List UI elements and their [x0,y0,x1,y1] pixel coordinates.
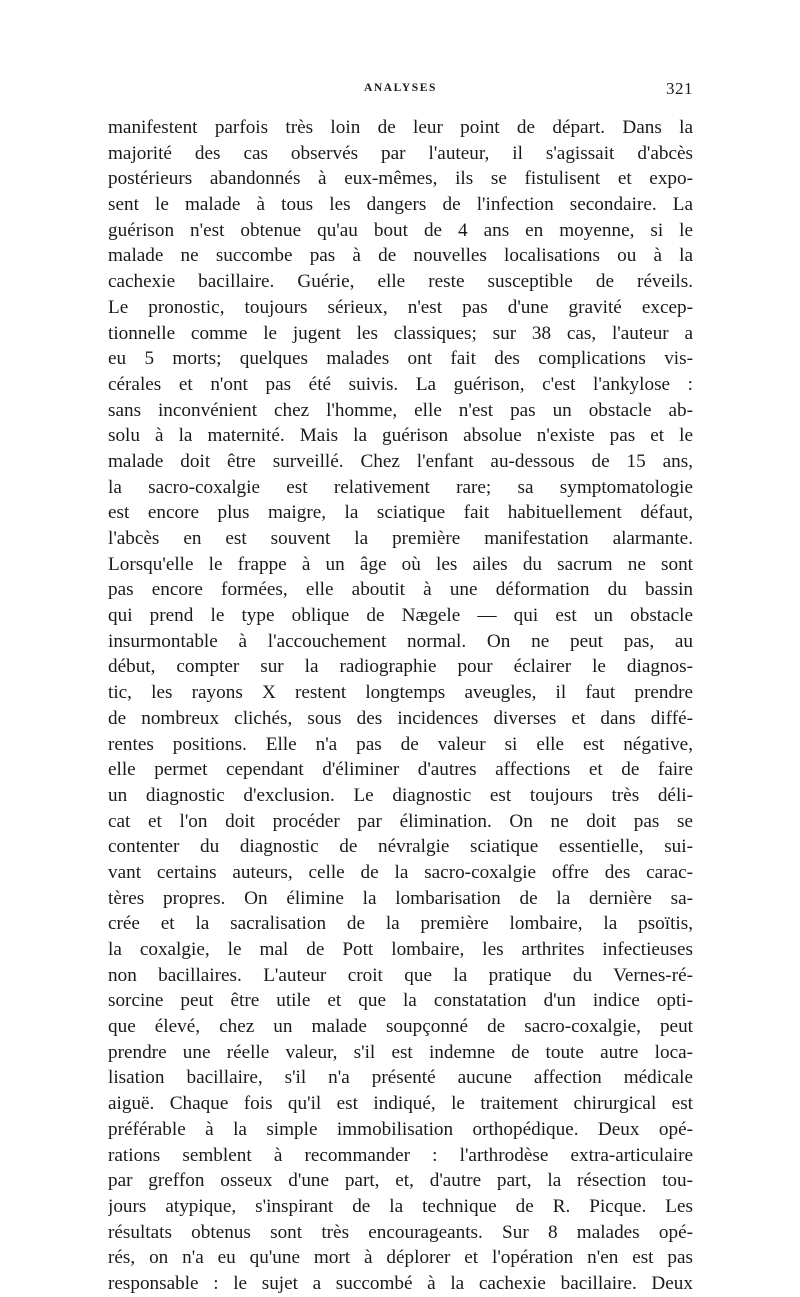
text-line: contenter du diagnostic de névralgie sciatique essentielle, sui- [108,836,693,858]
text-line: malade doit être surveillé. Chez l'enfant au-dessous de 15 ans, [108,450,693,472]
text-line: par greffon osseux d'une part, et, d'autre part, la résection tou- [108,1170,693,1192]
text-line: préférable à la simple immobilisation orthopédique. Deux opé- [108,1118,693,1140]
text-line: cachexie bacillaire. Guérie, elle reste susceptible de réveils. [108,271,693,293]
text-line: la coxalgie, le mal de Pott lombaire, les arthrites infectieuses [108,939,693,960]
text-line: l'abcès en est souvent la première manifestation alarmante. [108,528,693,549]
text-line: qui prend le type oblique de Nægele — qui est un obstacle [108,605,693,627]
text-line: prendre une réelle valeur, s'il est indemne de toute autre loca- [108,1041,693,1063]
text-line: responsable : le sujet a succombé à la cachexie bacillaire. Deux [108,1272,693,1294]
text-line: rations semblent à recommander : l'arthrodèse extra-articulaire [108,1144,693,1166]
text-line: cérales et n'ont pas été suivis. La guérison, c'est l'ankylose : [108,373,693,395]
body-text [108,115,693,1297]
text-line: sans inconvénient chez l'homme, elle n'est pas un obstacle ab- [108,399,693,421]
text-line: un diagnostic d'exclusion. Le diagnostic est toujours très déli- [108,784,693,806]
text-line: jours atypique, s'inspirant de la technique de R. Picque. Les [108,1195,693,1217]
text-line: tic, les rayons X restent longtemps aveugles, il faut prendre [108,682,693,704]
running-head [108,79,693,99]
text-line: rentes positions. Elle n'a pas de valeur si elle est négative, [108,733,693,755]
text-line: est encore plus maigre, la sciatique fait habituellement défaut, [108,502,693,524]
text-line: cat et l'on doit procéder par élimination. On ne doit pas se [108,810,693,832]
text-line: non bacillaires. L'auteur croit que la pratique du Vernes-ré- [108,964,693,986]
text-line: sent le malade à tous les dangers de l'infection secondaire. La [108,194,693,216]
text-line: elle permet cependant d'éliminer d'autres affections et de faire [108,759,693,781]
text-line: tères propres. On élimine la lombarisation de la dernière sa- [108,887,693,909]
text-line: majorité des cas observés par l'auteur, il s'agissait d'abcès [108,142,693,164]
text-line: manifestent parfois très loin de leur point de départ. Dans la [108,117,693,138]
text-line: vant certains auteurs, celle de la sacro-coxalgie offre des carac- [108,861,693,883]
running-title: ANALYSES [363,82,438,94]
text-line: pas encore formées, elle aboutit à une déformation du bassin [108,579,693,601]
text-line: crée et la sacralisation de la première lombaire, la psoïtis, [108,913,693,935]
text-line: guérison n'est obtenue qu'au bout de 4 ans en moyenne, si le [108,219,693,241]
text-line: malade ne succombe pas à de nouvelles localisations ou à la [108,245,693,267]
text-line: Lorsqu'elle le frappe à un âge où les ailes du sacrum ne sont [108,553,693,575]
text-line: résultats obtenus sont très encourageants. Sur 8 malades opé- [108,1221,693,1243]
text-line: que élevé, chez un malade soupçonné de sacro-coxalgie, peut [108,1016,693,1038]
text-line: de nombreux clichés, sous des incidences diverses et dans diffé- [108,707,693,729]
text-line: aiguë. Chaque fois qu'il est indiqué, le traitement chirurgical est [108,1093,693,1115]
text-line: tionnelle comme le jugent les classiques; sur 38 cas, l'auteur a [108,322,693,344]
text-line: Le pronostic, toujours sérieux, n'est pas d'une gravité excep- [108,296,693,318]
page-number: 321 [666,79,693,98]
text-line: insurmontable à l'accouchement normal. On ne peut pas, au [108,630,693,652]
text-line: début, compter sur la radiographie pour éclairer le diagnos- [108,656,693,678]
text-line: la sacro-coxalgie est relativement rare; sa symptomatologie [108,476,693,498]
text-line: eu 5 morts; quelques malades ont fait des complications vis- [108,348,693,370]
text-line: solu à la maternité. Mais la guérison absolue n'existe pas et le [108,425,693,447]
text-line: lisation bacillaire, s'il n'a présenté aucune affection médicale [108,1067,693,1089]
text-line: rés, on n'a eu qu'une mort à déplorer et l'opération n'en est pas [108,1247,693,1269]
text-line: postérieurs abandonnés à eux-mêmes, ils se fistulisent et expo- [108,168,693,190]
text-line: sorcine peut être utile et que la constatation d'un indice opti- [108,990,693,1012]
